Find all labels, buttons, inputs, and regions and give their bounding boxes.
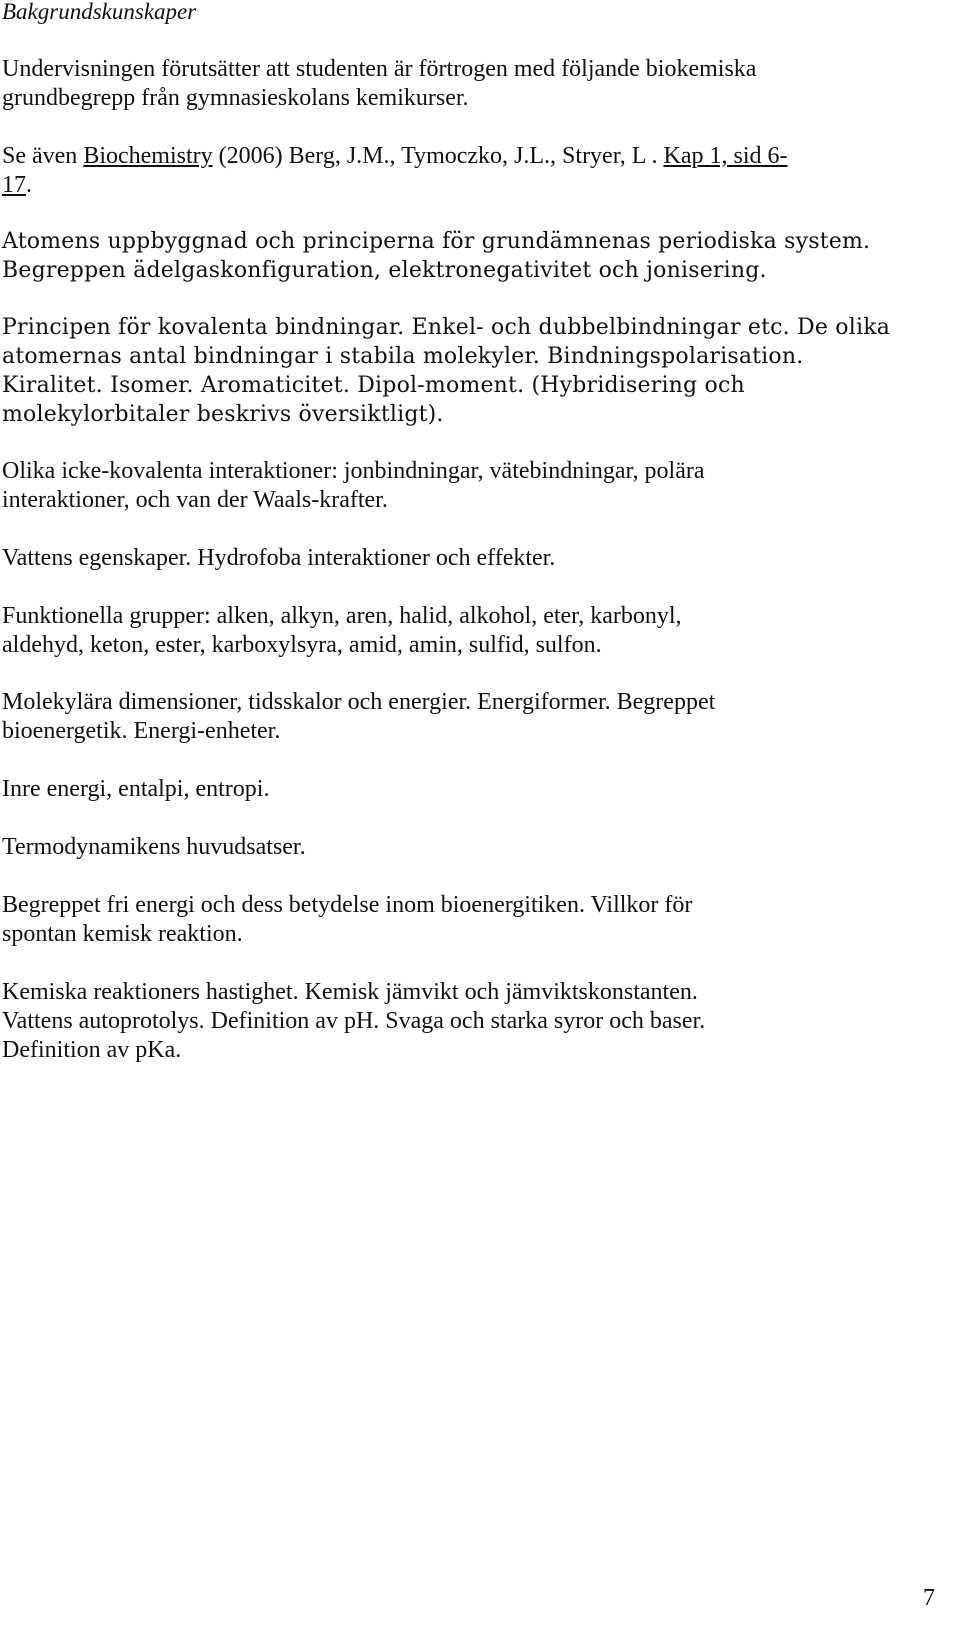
paragraph-line: atomernas antal bindningar i stabila molekyler. Bindningspolarisation. — [2, 344, 804, 369]
paragraph-line: aldehyd, keton, ester, karboxylsyra, amid, amin, sulfid, sulfon. — [2, 632, 602, 658]
reference-line-2 — [2, 171, 947, 200]
paragraph-line: bioenergetik. Energi-enheter. — [2, 718, 281, 744]
paragraph-line: Definition av pKa. — [2, 1037, 182, 1063]
paragraph-line: Olika icke-kovalenta interaktioner: jonbindningar, vätebindningar, polära — [2, 458, 705, 484]
paragraph-atoms — [2, 227, 947, 285]
paragraph-inner-energy — [2, 775, 947, 804]
chapter-link-continued[interactable]: 17 — [2, 172, 26, 198]
paragraph-free-energy — [2, 891, 947, 949]
reference-suffix: . — [26, 172, 32, 198]
paragraph-line: Inre energi, entalpi, entropi. — [2, 776, 270, 802]
paragraph-line: Atomens uppbyggnad och principerna för grundämnenas periodiska system. — [2, 229, 871, 254]
paragraph-line: Molekylära dimensioner, tidsskalor och energier. Energiformer. Begreppet — [2, 689, 716, 715]
paragraph-line: Kemiska reaktioners hastighet. Kemisk jämvikt och jämviktskonstanten. — [2, 979, 698, 1005]
paragraph-thermodynamics — [2, 833, 947, 862]
paragraph-line: Begreppen ädelgaskonfiguration, elektronegativitet och jonisering. — [2, 258, 767, 283]
paragraph-dimensions — [2, 688, 947, 746]
reference-line-1 — [2, 142, 947, 171]
section-heading: Bakgrundskunskaper — [2, 0, 197, 24]
reference-prefix: Se även — [2, 143, 84, 169]
intro-line-2: grundbegrepp från gymnasieskolans kemikurser. — [2, 85, 469, 111]
paragraph-covalent — [2, 313, 947, 429]
paragraph-kinetics — [2, 978, 947, 1065]
paragraph-line: Vattens egenskaper. Hydrofoba interaktioner och effekter. — [2, 545, 556, 571]
paragraph-interactions — [2, 457, 947, 515]
intro-line-1: Undervisningen förutsätter att studenten är förtrogen med följande biokemiska — [2, 56, 757, 82]
paragraph-line: Termodynamikens huvudsatser. — [2, 834, 306, 860]
page-number: 7 — [923, 1585, 935, 1611]
paragraph-line: spontan kemisk reaktion. — [2, 921, 243, 947]
paragraph-line: Principen för kovalenta bindningar. Enkel- och dubbelbindningar etc. De olika — [2, 315, 891, 340]
chapter-link[interactable]: Kap 1, sid 6- — [663, 143, 788, 169]
intro-paragraph — [2, 55, 947, 113]
book-link[interactable]: Biochemistry — [83, 143, 213, 169]
paragraph-line: molekylorbitaler beskrivs översiktligt). — [2, 402, 444, 427]
paragraph-functional-groups — [2, 602, 947, 660]
reference-middle: (2006) Berg, J.M., Tymoczko, J.L., Stryer, L . — [212, 143, 664, 169]
paragraph-line: Begreppet fri energi och dess betydelse inom bioenergitiken. Villkor för — [2, 892, 693, 918]
paragraph-line: Funktionella grupper: alken, alkyn, aren, halid, alkohol, eter, karbonyl, — [2, 603, 682, 629]
paragraph-water — [2, 544, 947, 573]
paragraph-line: interaktioner, och van der Waals-krafter. — [2, 487, 388, 513]
paragraph-line: Vattens autoprotolys. Definition av pH. Svaga och starka syror och baser. — [2, 1008, 706, 1034]
reference-paragraph — [2, 142, 947, 200]
paragraph-line: Kiralitet. Isomer. Aromaticitet. Dipol-moment. (Hybridisering och — [2, 373, 745, 398]
